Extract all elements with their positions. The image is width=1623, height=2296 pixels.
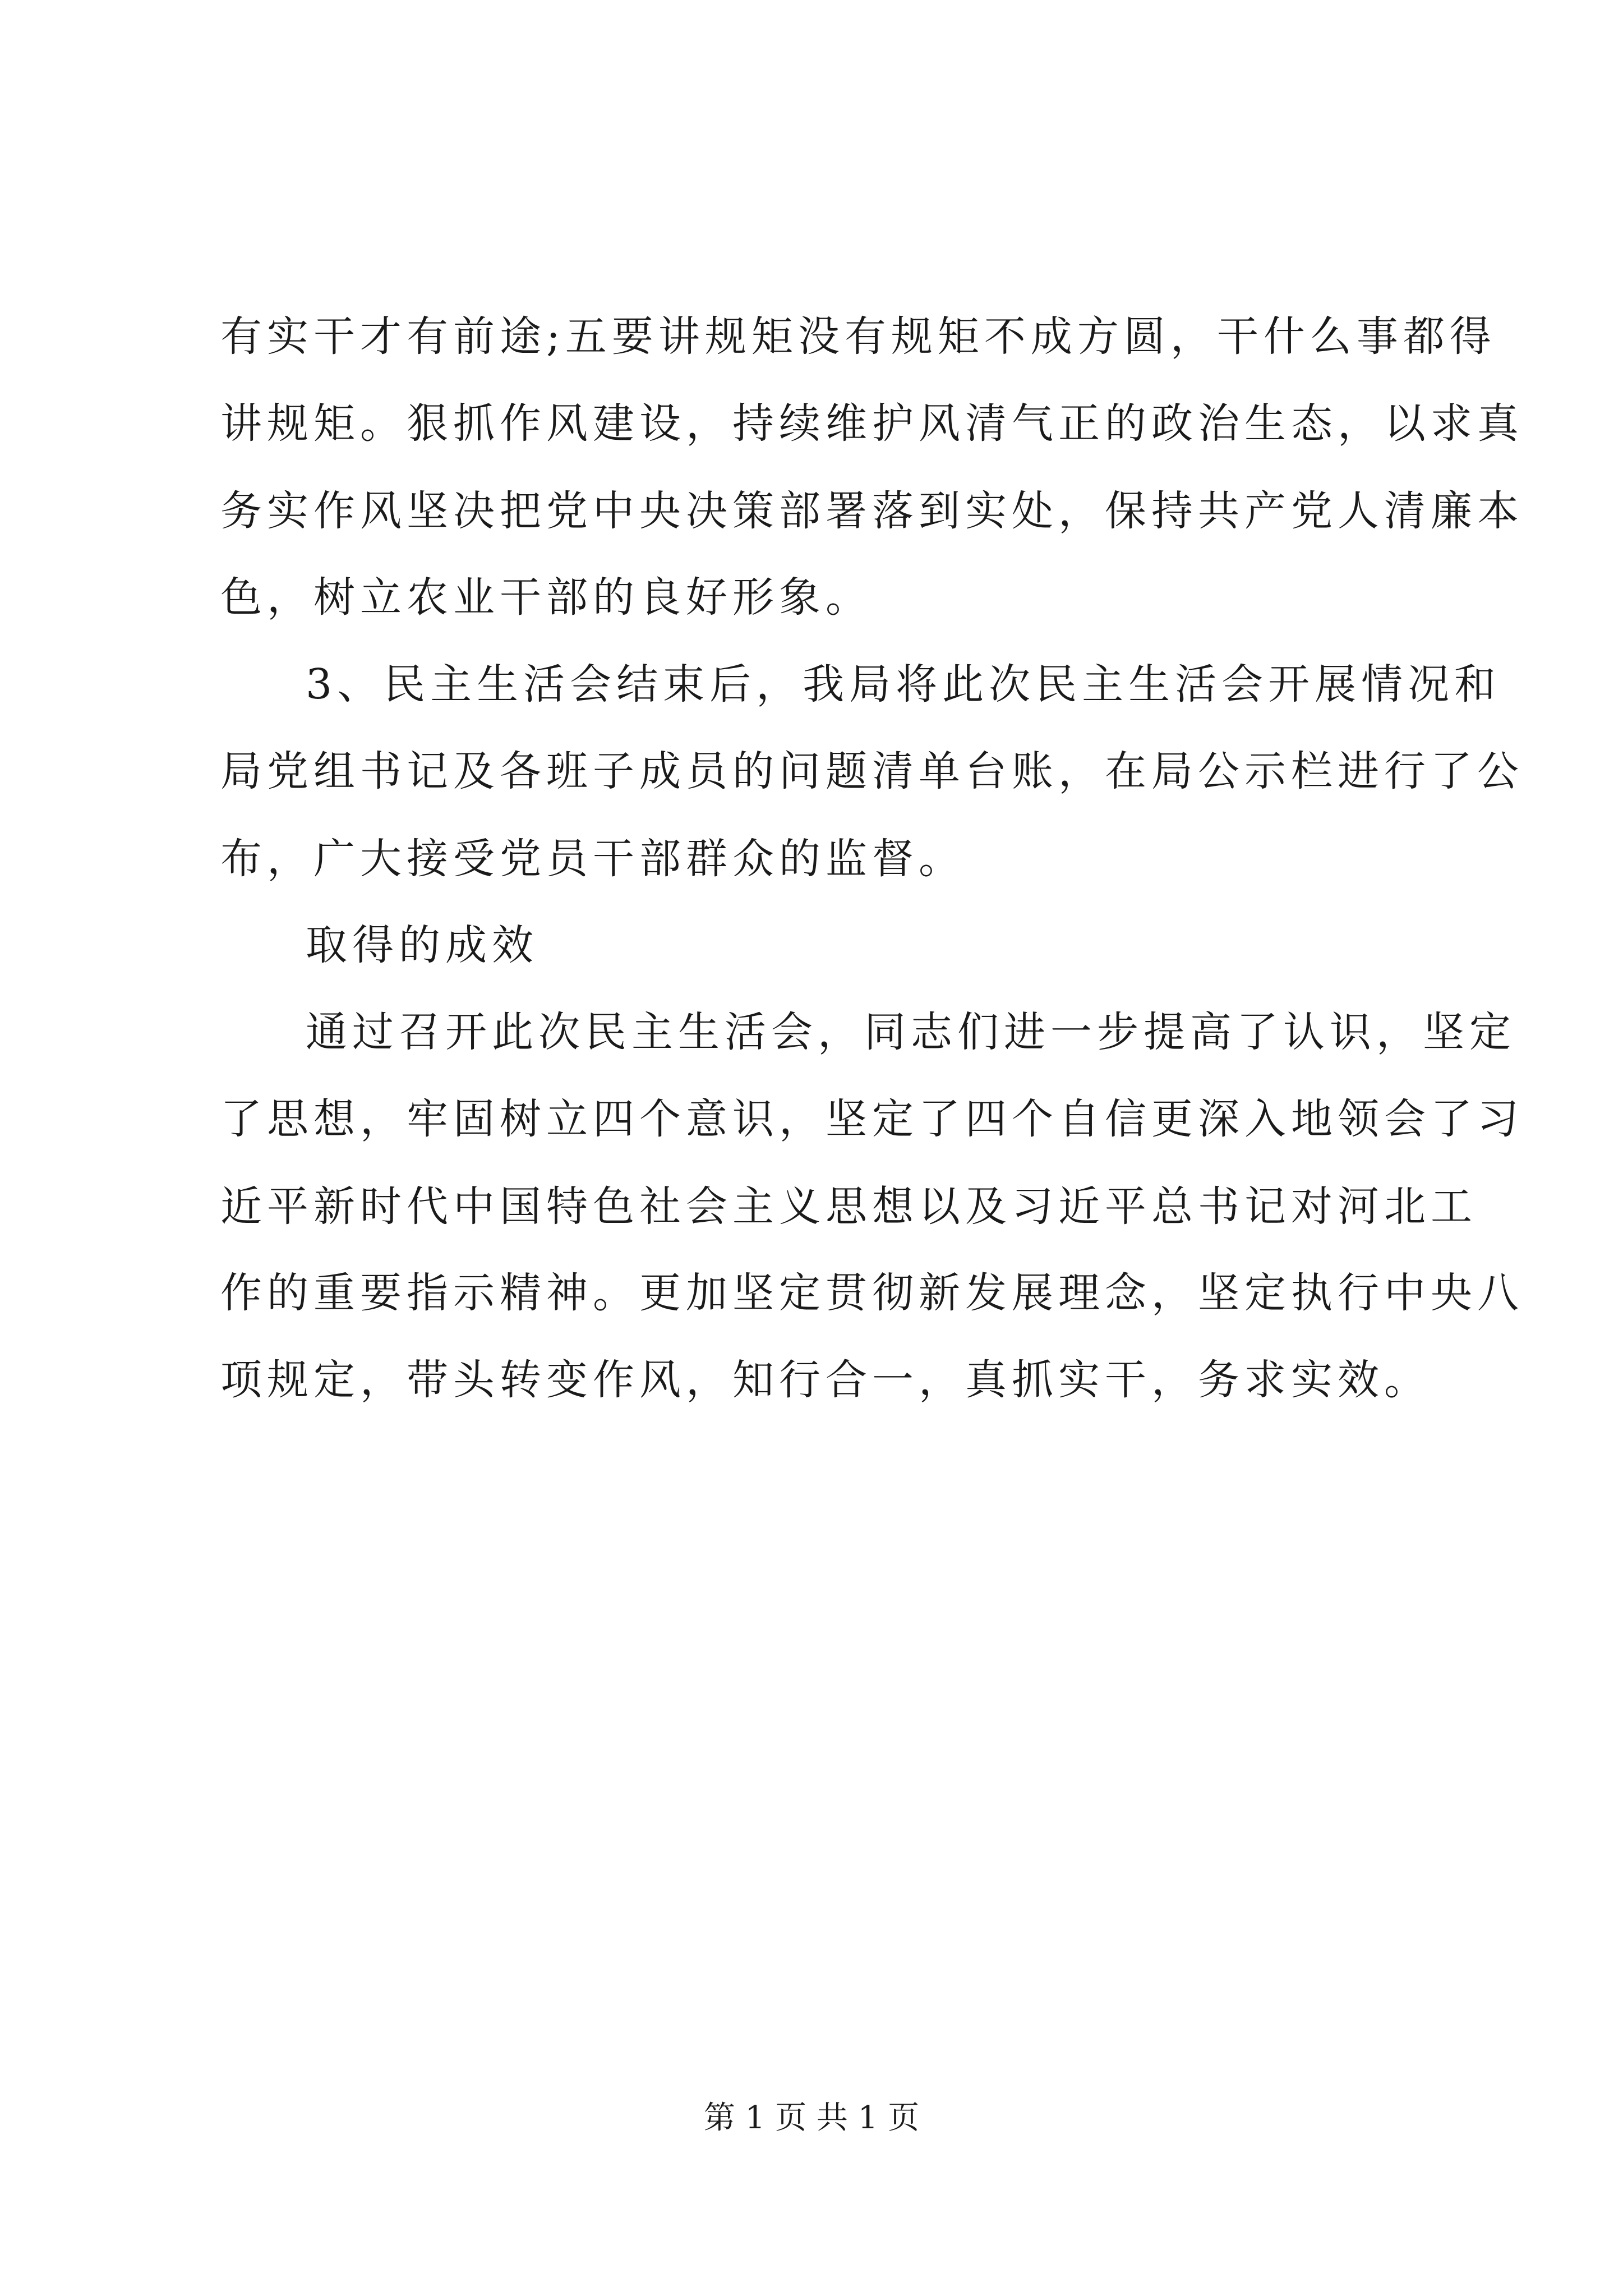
text-line: 色，树立农业干部的良好形象。 bbox=[220, 573, 872, 622]
section-heading: 取得的成效 bbox=[306, 921, 538, 969]
text-line: 通过召开此次民主生活会，同志们进一步提高了认识，坚定 bbox=[306, 1008, 1516, 1056]
text-line: 项规定，带头转变作风，知行合一，真抓实干，务求实效。 bbox=[220, 1356, 1431, 1404]
text-line: 务实作风坚决把党中央决策部署落到实处，保持共产党人清廉本 bbox=[220, 487, 1524, 535]
text-line: 近平新时代中国特色社会主义思想以及习近平总书记对河北工 bbox=[220, 1182, 1477, 1231]
page-number-footer: 第 1 页 共 1 页 bbox=[703, 2100, 920, 2136]
text-line: 有实干才有前途;五要讲规矩没有规矩不成方圆，干什么事都得 bbox=[220, 312, 1496, 361]
text-line: 作的重要指示精神。更加坚定贯彻新发展理念，坚定执行中央八 bbox=[220, 1269, 1524, 1317]
text-line: 局党组书记及各班子成员的问题清单台账，在局公示栏进行了公 bbox=[220, 747, 1524, 795]
text-line: 了思想，牢固树立四个意识，坚定了四个自信更深入地领会了习 bbox=[220, 1095, 1524, 1143]
text-line: 布，广大接受党员干部群众的监督。 bbox=[220, 835, 965, 883]
text-line: 讲规矩。狠抓作风建设，持续维护风清气正的政治生态，以求真 bbox=[220, 399, 1524, 448]
text-line: 3、民主生活会结束后，我局将此次民主生活会开展情况和 bbox=[306, 660, 1501, 708]
